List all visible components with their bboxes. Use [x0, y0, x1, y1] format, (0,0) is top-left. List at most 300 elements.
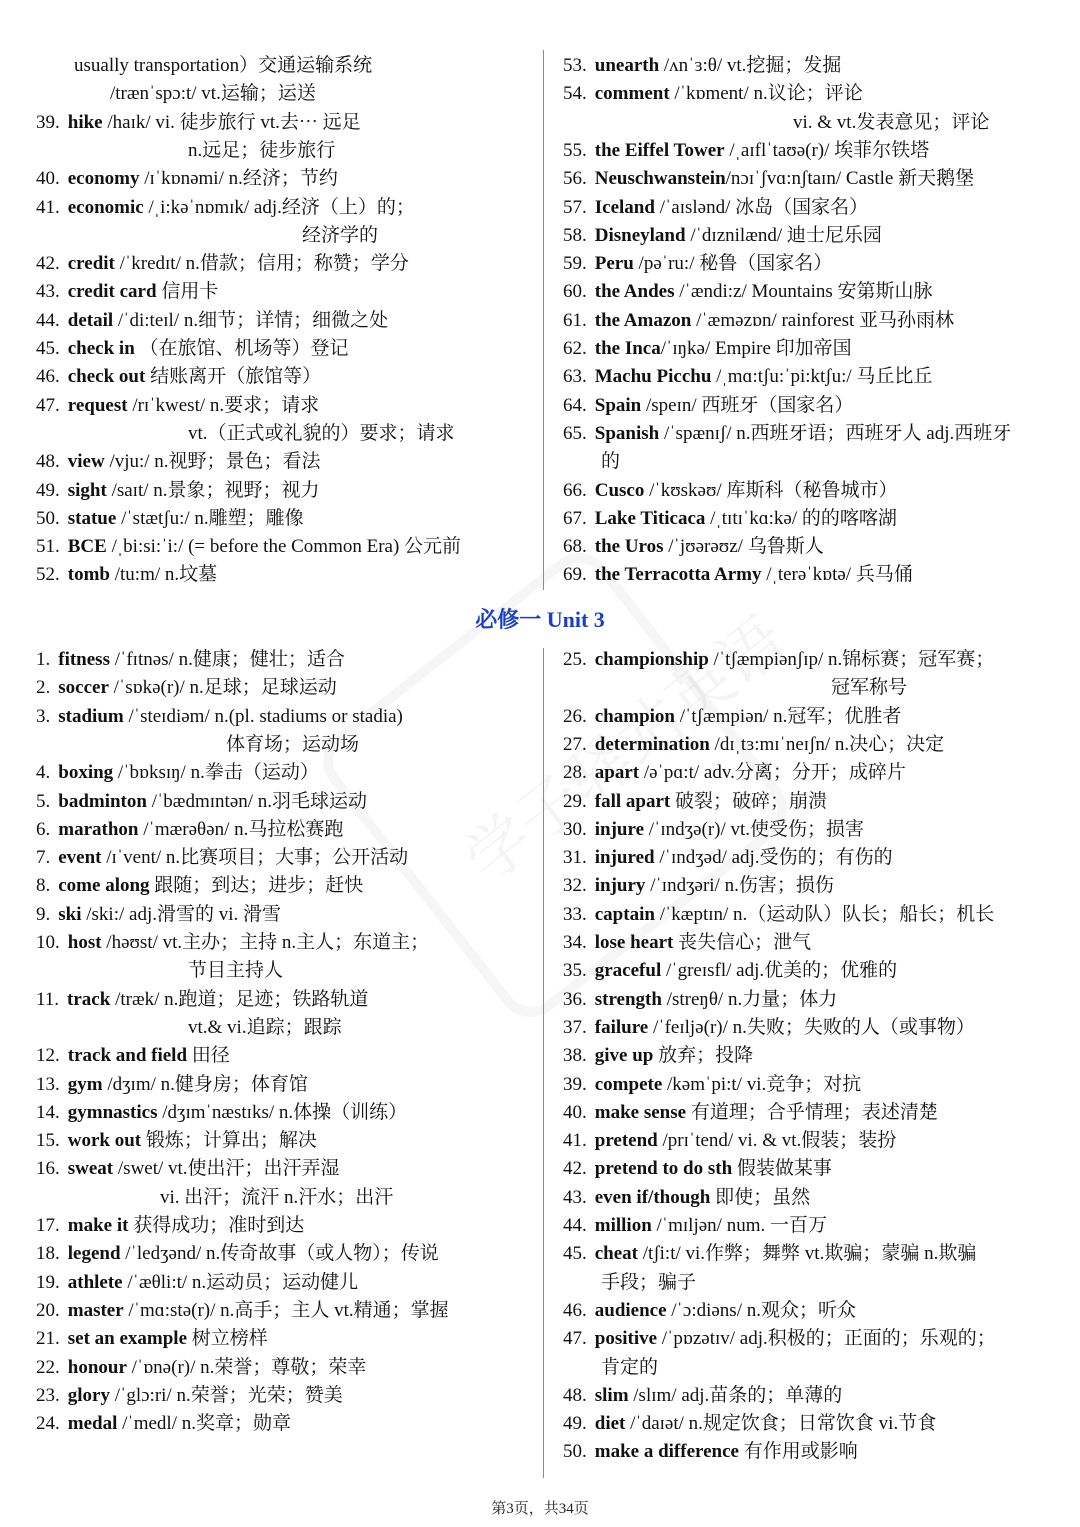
vocab-entry: [563, 901, 994, 929]
entry-word: make sense: [594, 1101, 687, 1123]
entry-word: marathon: [58, 818, 139, 840]
entry-word: make a difference: [594, 1441, 739, 1463]
vocab-entry: [563, 957, 897, 985]
entry-definition: （在旅馆、机场等）登记: [134, 338, 349, 359]
entry-number: 1.: [36, 649, 51, 670]
entry-word: honour: [67, 1356, 127, 1378]
vocab-entry: [36, 1042, 230, 1070]
entry-word: gymnastics: [67, 1101, 158, 1123]
entry-word: Spanish: [594, 422, 660, 444]
entry-word: host: [67, 932, 102, 953]
entry-word: pretend: [594, 1130, 658, 1152]
vocab-entry: [36, 1382, 343, 1410]
entry-definition: n.远足；徒步旅行: [188, 139, 336, 161]
entry-definition: /ˈɔ:diəns/ n.观众；听众: [666, 1299, 856, 1321]
entry-word: fitness: [58, 649, 110, 670]
vocab-entry: [36, 1410, 291, 1438]
entry-definition: /ˈfeɪljə(r)/ n.失败；失败的人（或事物）: [648, 1016, 975, 1038]
entry-definition: /ˈdaɪət/ n.规定饮食；日常饮食 vi.节食: [625, 1413, 937, 1435]
entry-definition: 冠军称号: [831, 677, 908, 699]
unit-heading: 必修一 Unit 3: [475, 607, 605, 632]
entry-number: 43.: [563, 1186, 587, 1208]
entry-definition: /ˈtʃæmpiənʃɪp/ n.锦标赛；冠军赛；: [708, 649, 995, 670]
entry-word: the Eiffel Tower: [594, 139, 725, 161]
entry-word: graceful: [594, 960, 662, 982]
vocab-entry: [36, 788, 367, 816]
vocab-entry: [563, 505, 897, 533]
vocab-entry: [563, 363, 932, 391]
vocab-entry: [36, 477, 320, 505]
entry-number: 23.: [36, 1384, 60, 1406]
entry-definition: 锻炼；计算出；解决: [141, 1130, 317, 1152]
vocab-entry: [36, 1297, 449, 1325]
entry-word: economic: [67, 196, 144, 218]
entry-number: 49.: [36, 479, 60, 501]
entry-word: sight: [67, 479, 107, 501]
entry-number: 41.: [563, 1130, 587, 1152]
entry-definition: /ˈkʊskəʊ/ 库斯科（秘鲁城市）: [644, 479, 898, 501]
entry-word: the Uros: [594, 536, 664, 558]
entry-word: determination: [594, 733, 710, 755]
vocab-entry: [36, 1127, 317, 1155]
vocab-entry: [36, 703, 403, 731]
entry-word: the Terracotta Army: [594, 564, 762, 586]
vocab-entry: [36, 986, 368, 1014]
vocab-entry-continuation: [188, 420, 455, 448]
vocab-column-bottom-right: [563, 646, 1068, 1486]
vocab-entry: [563, 1382, 842, 1410]
entry-number: 21.: [36, 1328, 60, 1350]
entry-definition: /kəmˈpi:t/ vi.竞争；对抗: [662, 1073, 862, 1095]
entry-definition: /ˈɪŋkə/ Empire 印加帝国: [660, 338, 852, 359]
entry-word: captain: [594, 903, 655, 925]
entry-definition: usually transportation）交通运输系统: [74, 55, 373, 76]
entry-definition: vt.& vi.追踪；跟踪: [188, 1016, 342, 1038]
entry-word: Spain: [594, 394, 642, 416]
entry-word: master: [67, 1299, 124, 1321]
entry-number: 46.: [563, 1299, 587, 1321]
vocab-entry: [36, 1269, 358, 1297]
entry-number: 43.: [36, 281, 60, 303]
entry-definition: /ˈmedl/ n.奖章；勋章: [117, 1413, 291, 1435]
vocab-entry-continuation: [188, 137, 335, 165]
entry-word: check in: [67, 338, 135, 359]
entry-word: positive: [594, 1328, 658, 1350]
vocab-entry: [36, 307, 388, 335]
vocab-entry: [36, 674, 337, 702]
entry-definition: /ˈsteɪdiəm/ n.(pl. stadiums or stadia): [123, 705, 403, 727]
entry-definition: /swet/ vt.使出汗；出汗弄湿: [113, 1158, 340, 1180]
vocab-entry: [563, 844, 893, 872]
vocab-entry-continuation: [74, 52, 372, 80]
entry-number: 18.: [36, 1243, 60, 1265]
vocab-entry: [563, 222, 882, 250]
entry-definition: 肯定的: [601, 1356, 659, 1378]
entry-word: unearth: [594, 55, 660, 76]
entry-number: 30.: [563, 818, 587, 840]
entry-definition: /ˌbi:si:ˈi:/ (= before the Common Era) 公元前: [106, 536, 462, 558]
entry-definition: /ˈdi:teɪl/ n.细节；详情；细微之处: [113, 309, 389, 331]
entry-definition: /ˈkɒment/ n.议论；评论: [669, 83, 863, 105]
vocab-entry: [563, 1099, 938, 1127]
vocab-entry-continuation: [601, 1354, 658, 1382]
entry-definition: /ˈstætʃu:/ n.雕塑；雕像: [116, 507, 304, 529]
entry-number: 35.: [563, 960, 587, 982]
entry-number: 33.: [563, 903, 587, 925]
vocab-entry: [36, 109, 361, 137]
entry-definition: 跟随；到达；进步；赶快: [149, 875, 364, 897]
entry-number: 9.: [36, 903, 51, 925]
vocab-entry: [563, 561, 913, 589]
entry-number: 48.: [36, 451, 60, 473]
vocab-entry: [36, 1155, 340, 1183]
entry-definition: 假装做某事: [732, 1158, 832, 1180]
vocab-entry: [36, 278, 218, 306]
entry-number: 28.: [563, 762, 587, 784]
vocab-entry-continuation: [793, 109, 989, 137]
entry-definition: /ˈpɒzətɪv/ adj.积极的；正面的；乐观的；: [657, 1328, 996, 1350]
entry-word: event: [58, 847, 102, 869]
vocab-entry: [36, 392, 319, 420]
entry-definition: /trænˈspɔ:t/ vt.运输；运送: [110, 83, 316, 105]
entry-word: credit: [67, 253, 115, 275]
vocab-entry: [36, 505, 304, 533]
entry-word: request: [67, 394, 128, 416]
entry-word: track: [67, 988, 111, 1010]
entry-number: 8.: [36, 875, 51, 897]
entry-definition: 手段；骗子: [601, 1271, 697, 1293]
entry-definition: /ˈspænɪʃ/ n.西班牙语；西班牙人 adj.西班牙: [659, 422, 1012, 444]
entry-number: 22.: [36, 1356, 60, 1378]
vocab-entry: [36, 816, 343, 844]
vocab-entry: [36, 561, 217, 589]
entry-number: 42.: [36, 253, 60, 275]
entry-number: 26.: [563, 705, 587, 727]
entry-definition: /ˌmɑ:tʃu:ˈpi:ktʃu:/ 马丘比丘: [711, 366, 933, 388]
entry-number: 44.: [36, 309, 60, 331]
entry-word: gym: [67, 1073, 103, 1095]
entry-number: 12.: [36, 1045, 60, 1067]
entry-definition: /ˈɪndʒə(r)/ vt.使受伤；损害: [644, 818, 865, 840]
entry-word: apart: [594, 762, 640, 784]
vocab-entry: [563, 1042, 753, 1070]
entry-word: set an example: [67, 1328, 188, 1350]
entry-number: 68.: [563, 536, 587, 558]
page-footer: 第3页，共34页: [491, 1501, 589, 1517]
entry-word: even if/though: [594, 1186, 711, 1208]
entry-definition: 丧失信心；泄气: [673, 932, 812, 953]
entry-definition: 体育场；运动场: [226, 733, 360, 755]
vocab-entry: [563, 759, 906, 787]
vocab-entry: [36, 1240, 439, 1268]
vocab-entry: [563, 1212, 827, 1240]
entry-definition: 有道理；合乎情理；表述清楚: [686, 1101, 938, 1123]
entry-number: 64.: [563, 394, 587, 416]
entry-word: make it: [67, 1215, 129, 1236]
entry-definition: /tu:m/ n.坟墓: [109, 564, 218, 586]
entry-definition: /ˈændi:z/ Mountains 安第斯山脉: [674, 281, 933, 303]
column-divider-top: [543, 50, 544, 590]
entry-definition: /prɪˈtend/ vi. & vt.假装；装扮: [657, 1130, 897, 1152]
vocab-entry: [563, 1410, 936, 1438]
entry-number: 50.: [563, 1441, 587, 1463]
entry-number: 45.: [563, 1243, 587, 1265]
entry-word: compete: [594, 1073, 663, 1095]
entry-number: 60.: [563, 281, 587, 303]
entry-number: 4.: [36, 762, 51, 784]
vocab-entry: [36, 250, 409, 278]
vocab-entry: [563, 816, 864, 844]
entry-number: 10.: [36, 932, 60, 953]
entry-number: 56.: [563, 168, 587, 190]
entry-number: 11.: [36, 988, 60, 1010]
vocab-entry: [563, 1240, 976, 1268]
entry-word: Lake Titicaca: [594, 507, 706, 529]
entry-definition: /tʃi:t/ vi.作弊；舞弊 vt.欺骗；蒙骗 n.欺骗: [638, 1243, 977, 1265]
entry-number: 38.: [563, 1045, 587, 1067]
entry-number: 24.: [36, 1413, 60, 1435]
entry-word: champion: [594, 705, 675, 727]
vocab-entry: [563, 250, 832, 278]
vocab-entry: [563, 1071, 861, 1099]
entry-definition: /ˌterəˈkɒtə/ 兵马俑: [761, 564, 913, 586]
entry-definition: /ˈkæptɪn/ n.（运动队）队长；船长；机长: [654, 903, 995, 925]
vocab-entry: [36, 335, 349, 363]
vocab-entry: [563, 1184, 810, 1212]
vocab-entry: [563, 703, 901, 731]
entry-number: 32.: [563, 875, 587, 897]
vocab-entry: [563, 1438, 858, 1466]
entry-word: come along: [58, 875, 150, 897]
vocab-entry: [563, 335, 852, 363]
entry-definition: /ˌi:kəˈnɒmɪk/ adj.经济（上）的；: [143, 196, 415, 218]
entry-number: 46.: [36, 366, 60, 388]
entry-number: 58.: [563, 224, 587, 246]
vocab-entry: [563, 80, 863, 108]
entry-word: give up: [594, 1045, 654, 1067]
vocab-entry: [36, 363, 321, 391]
vocab-entry: [36, 1099, 407, 1127]
entry-number: 53.: [563, 55, 587, 76]
entry-word: Neuschwanstein: [594, 168, 726, 190]
entry-number: 6.: [36, 818, 51, 840]
vocab-entry: [563, 392, 853, 420]
entry-word: comment: [594, 83, 670, 105]
vocab-entry: [563, 1014, 975, 1042]
entry-word: statue: [67, 507, 117, 529]
entry-definition: /saɪt/ n.景象；视野；视力: [106, 479, 320, 501]
vocab-entry: [563, 929, 811, 957]
entry-definition: /træk/ n.跑道；足迹；铁路轨道: [110, 988, 369, 1010]
vocab-entry: [36, 533, 461, 561]
entry-number: 31.: [563, 847, 587, 869]
entry-definition: 获得成功；准时到达: [128, 1215, 305, 1236]
entry-number: 2.: [36, 677, 51, 699]
entry-word: failure: [594, 1016, 649, 1038]
vocab-entry-continuation: [188, 957, 283, 985]
vocab-entry: [563, 646, 994, 674]
entry-word: the Amazon: [594, 309, 692, 331]
entry-word: BCE: [67, 536, 107, 558]
entry-definition: /ˈɪndʒəd/ adj.受伤的；有伤的: [654, 847, 893, 869]
entry-definition: /ˈjʊərəʊz/ 乌鲁斯人: [663, 536, 824, 558]
entry-definition: /vju:/ n.视野；景色；看法: [104, 451, 321, 473]
entry-word: legend: [67, 1243, 121, 1265]
entry-number: 47.: [36, 394, 60, 416]
entry-number: 5.: [36, 790, 51, 812]
entry-word: Iceland: [594, 196, 655, 218]
vocab-entry: [563, 1155, 832, 1183]
entry-definition: /dɪˌtɜ:mɪˈneɪʃn/ n.决心；决定: [709, 733, 945, 755]
entry-word: Cusco: [594, 479, 645, 501]
entry-number: 67.: [563, 507, 587, 529]
entry-number: 65.: [563, 422, 587, 444]
vocab-entry: [36, 1212, 304, 1240]
entry-word: Machu Picchu: [594, 366, 712, 388]
entry-word: lose heart: [594, 932, 674, 953]
entry-number: 40.: [36, 168, 60, 190]
entry-word: sweat: [67, 1158, 114, 1180]
entry-number: 63.: [563, 366, 587, 388]
vocab-entry: [563, 477, 897, 505]
entry-definition: 信用卡: [156, 281, 219, 303]
entry-number: 16.: [36, 1158, 60, 1180]
entry-definition: /ˈdɪznilænd/ 迪士尼乐园: [685, 224, 882, 246]
entry-definition: /ˈkredɪt/ n.借款；信用；称赞；学分: [114, 253, 409, 275]
entry-definition: /əˈpɑ:t/ adv.分离；分开；成碎片: [639, 762, 906, 784]
vocab-entry-continuation: [831, 674, 907, 702]
entry-definition: /ski:/ adj.滑雪的 vi. 滑雪: [81, 903, 282, 925]
entry-definition: /speɪn/ 西班牙（国家名）: [641, 394, 854, 416]
entry-definition: /ˈbædmɪntən/ n.羽毛球运动: [146, 790, 368, 812]
entry-number: 48.: [563, 1384, 587, 1406]
vocab-entry: [36, 194, 415, 222]
entry-word: slim: [594, 1384, 629, 1406]
entry-word: check out: [67, 366, 146, 388]
vocab-entry-continuation: [110, 80, 316, 108]
vocab-entry: [563, 52, 841, 80]
entry-word: tomb: [67, 564, 110, 586]
vocab-entry-continuation: [601, 1269, 696, 1297]
entry-definition: /ˈɒnə(r)/ n.荣誉；尊敬；荣幸: [126, 1356, 367, 1378]
entry-definition: /ˈfɪtnəs/ n.健康；健壮；适合: [109, 649, 345, 670]
entry-number: 39.: [36, 111, 60, 133]
entry-definition: /rɪˈkwest/ n.要求；请求: [127, 394, 320, 416]
entry-word: detail: [67, 309, 114, 331]
entry-word: audience: [594, 1299, 667, 1321]
entry-word: work out: [67, 1130, 142, 1152]
entry-word: soccer: [58, 677, 109, 699]
vocab-entry: [563, 986, 837, 1014]
entry-number: 42.: [563, 1158, 587, 1180]
entry-definition: /həʊst/ vt.主办；主持 n.主人；东道主；: [101, 932, 430, 953]
entry-number: 47.: [563, 1328, 587, 1350]
entry-definition: /ˈgreɪsfl/ adj.优美的；优雅的: [661, 960, 898, 982]
vocab-entry: [563, 731, 944, 759]
entry-number: 27.: [563, 733, 587, 755]
vocab-entry: [36, 448, 321, 476]
entry-number: 54.: [563, 83, 587, 105]
entry-number: 40.: [563, 1101, 587, 1123]
entry-word: diet: [594, 1413, 626, 1435]
entry-definition: vi. & vt.发表意见；评论: [793, 111, 990, 133]
entry-word: injury: [594, 875, 646, 897]
entry-definition: 田径: [187, 1045, 230, 1067]
entry-word: boxing: [58, 762, 114, 784]
entry-number: 45.: [36, 338, 60, 359]
vocab-entry-continuation: [226, 731, 359, 759]
entry-number: 36.: [563, 988, 587, 1010]
entry-definition: /ˈmɑ:stə(r)/ n.高手；主人 vt.精通；掌握: [123, 1299, 449, 1321]
entry-number: 66.: [563, 479, 587, 501]
entry-definition: /ˈledʒənd/ n.传奇故事（或人物）；传说: [120, 1243, 439, 1265]
entry-word: fall apart: [594, 790, 671, 812]
vocab-entry: [36, 165, 338, 193]
vocab-entry: [36, 872, 363, 900]
entry-definition: 破裂；破碎；崩溃: [670, 790, 827, 812]
entry-number: 61.: [563, 309, 587, 331]
entry-definition: 节目主持人: [188, 960, 284, 982]
entry-word: stadium: [58, 705, 124, 727]
vocab-entry: [36, 901, 281, 929]
vocab-entry: [563, 872, 834, 900]
vocab-entry: [563, 194, 868, 222]
vocab-entry: [563, 1127, 896, 1155]
entry-definition: /haɪk/ vi. 徒步旅行 vt.去⋯ 远足: [102, 111, 361, 133]
entry-definition: /pəˈru:/ 秘鲁（国家名）: [633, 253, 833, 275]
vocab-entry-continuation: [160, 1184, 393, 1212]
entry-definition: /nɔɪˈʃvɑ:nʃtaɪn/ Castle 新天鹅堡: [725, 168, 975, 190]
entry-number: 34.: [563, 932, 587, 953]
entry-word: hike: [67, 111, 103, 133]
entry-word: injure: [594, 818, 645, 840]
entry-number: 13.: [36, 1073, 60, 1095]
entry-definition: /ˈæməzɒn/ rainforest 亚马孙雨林: [691, 309, 955, 331]
entry-number: 55.: [563, 139, 587, 161]
vocab-column-bottom-left: [36, 646, 536, 1486]
entry-word: Disneyland: [594, 224, 686, 246]
entry-number: 3.: [36, 705, 51, 727]
entry-definition: /ˈæθli:t/ n.运动员；运动健儿: [122, 1271, 359, 1293]
entry-number: 62.: [563, 338, 587, 359]
vocab-entry-continuation: [601, 448, 620, 476]
entry-definition: /ˈtʃæmpiən/ n.冠军；优胜者: [675, 705, 902, 727]
vocab-entry: [563, 420, 1011, 448]
entry-definition: /ˈsɒkə(r)/ n.足球；足球运动: [108, 677, 337, 699]
entry-word: injured: [594, 847, 655, 869]
entry-definition: /ˈglɔ:ri/ n.荣誉；光荣；赞美: [109, 1384, 343, 1406]
entry-word: medal: [67, 1413, 118, 1435]
entry-definition: /ʌnˈɜ:θ/ vt.挖掘；发掘: [659, 55, 842, 76]
vocab-column-top-left: [36, 52, 536, 592]
entry-number: 49.: [563, 1413, 587, 1435]
vocab-entry: [563, 533, 824, 561]
entry-number: 41.: [36, 196, 60, 218]
entry-definition: 经济学的: [302, 224, 379, 246]
vocab-entry-continuation: [302, 222, 378, 250]
entry-word: championship: [594, 649, 709, 670]
entry-word: the Inca: [594, 338, 661, 359]
entry-definition: 树立榜样: [187, 1328, 268, 1350]
vocab-entry: [563, 788, 827, 816]
entry-word: athlete: [67, 1271, 123, 1293]
entry-definition: /ˌtɪtɪˈkɑ:kə/ 的的喀喀湖: [705, 507, 897, 529]
entry-word: pretend to do sth: [594, 1158, 733, 1180]
vocab-entry: [36, 1071, 308, 1099]
entry-number: 69.: [563, 564, 587, 586]
entry-definition: /ˈmærəθən/ n.马拉松赛跑: [138, 818, 344, 840]
vocab-entry: [563, 278, 933, 306]
